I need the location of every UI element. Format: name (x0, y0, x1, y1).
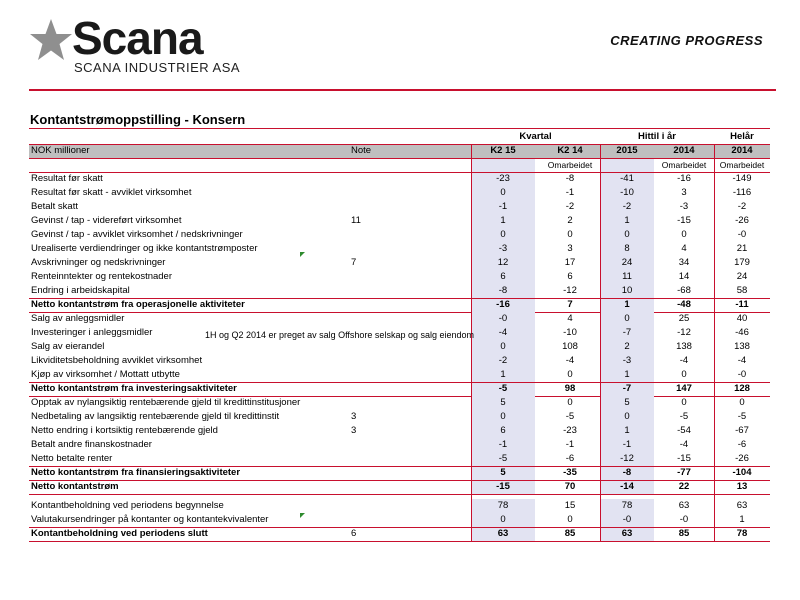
value-cell: 5 (500, 467, 506, 478)
note-header: Note (351, 145, 372, 156)
value-cell: -1 (565, 187, 575, 198)
row-label: Netto kontantstrøm fra investeringsaktiviteter (31, 383, 237, 394)
value-cell: 0 (739, 397, 745, 408)
value-cell: 4 (681, 243, 687, 254)
total-rule (29, 494, 770, 495)
value-cell: 147 (676, 383, 692, 394)
value-cell: 2 (567, 215, 573, 226)
table-row (29, 452, 770, 466)
value-cell: 0 (500, 411, 506, 422)
slogan: CREATING PROGRESS (610, 33, 763, 48)
table-row (29, 368, 770, 382)
value-cell: 11 (622, 271, 632, 282)
value-cell: 98 (564, 383, 576, 394)
row-label: Endring i arbeidskapital (31, 285, 130, 296)
total-row (29, 527, 770, 541)
row-label: Valutakursendringer på kontanter og kontantekvivalenter (31, 514, 269, 525)
value-cell: 0 (500, 229, 506, 240)
value-cell: 1 (500, 215, 506, 226)
total-row (29, 480, 770, 494)
value-cell: 25 (678, 313, 690, 324)
col-k2-15: K2 15 (490, 145, 516, 156)
header-rule (29, 144, 770, 145)
total-rule (29, 466, 770, 467)
value-cell: 10 (621, 285, 633, 296)
value-cell: -15 (496, 481, 510, 492)
value-cell: -46 (735, 327, 749, 338)
star-logo-icon (29, 18, 73, 62)
group-ytd: Hittil i år (637, 131, 676, 142)
value-cell: -14 (620, 481, 634, 492)
value-cell: -0 (622, 514, 632, 525)
value-cell: 85 (678, 528, 690, 539)
column-divider (471, 144, 472, 541)
total-rule (29, 541, 770, 542)
value-cell: -5 (498, 383, 508, 394)
value-cell: -12 (563, 285, 577, 296)
value-cell: -0 (737, 369, 747, 380)
value-cell: 128 (734, 383, 750, 394)
value-cell: 0 (681, 229, 687, 240)
value-cell: -149 (732, 173, 752, 184)
value-cell: 2 (624, 341, 630, 352)
value-cell: -3 (498, 243, 508, 254)
total-rule (29, 527, 770, 528)
value-cell: 179 (734, 257, 750, 268)
value-cell: -26 (735, 453, 749, 464)
row-label: Kontantbeholdning ved periodens slutt (31, 528, 208, 539)
header-rule (29, 158, 770, 159)
value-cell: 0 (624, 229, 630, 240)
value-cell: 14 (678, 271, 690, 282)
value-cell: 0 (567, 397, 573, 408)
table-row (29, 242, 770, 256)
restated-2014-year: Omarbeidet (719, 160, 765, 170)
table-row (29, 186, 770, 200)
table-row (29, 424, 770, 438)
row-note: 6 (351, 528, 357, 539)
value-cell: 58 (736, 285, 748, 296)
value-cell: 17 (564, 257, 576, 268)
value-cell: 5 (624, 397, 630, 408)
value-cell: 22 (678, 481, 690, 492)
value-cell: -2 (498, 355, 508, 366)
row-label: Betalt skatt (31, 201, 78, 212)
value-cell: -10 (620, 187, 634, 198)
value-cell: 108 (562, 341, 578, 352)
shade-c3-head (600, 158, 654, 172)
value-cell: -12 (620, 453, 634, 464)
value-cell: -16 (677, 173, 691, 184)
row-label: Likviditetsbeholdning avviklet virksomhet (31, 355, 203, 366)
value-cell: -0 (679, 514, 689, 525)
table-row (29, 284, 770, 298)
row-label: Netto endring i kortsiktig rentebærende gjeld (31, 425, 218, 436)
value-cell: -6 (737, 439, 747, 450)
row-note: 7 (351, 257, 357, 268)
row-label: Betalt andre finanskostnader (31, 439, 152, 450)
value-cell: -4 (737, 355, 747, 366)
shade-c1-head (471, 158, 535, 172)
value-cell: 7 (567, 299, 573, 310)
col-2015: 2015 (616, 145, 638, 156)
value-cell: 78 (497, 500, 509, 511)
total-rule (29, 382, 770, 383)
row-label: Investeringer i anleggsmidler (31, 327, 153, 338)
value-cell: -54 (677, 425, 691, 436)
value-cell: -4 (679, 439, 689, 450)
comment-marker-icon (300, 513, 305, 518)
value-cell: 6 (500, 271, 506, 282)
value-cell: -0 (498, 313, 508, 324)
row-label: Salg av eierandel (31, 341, 105, 352)
value-cell: -7 (622, 327, 632, 338)
restated-2014-ytd: Omarbeidet (661, 160, 707, 170)
table-row (29, 256, 770, 270)
row-label: Salg av anleggsmidler (31, 313, 125, 324)
value-cell: 138 (676, 341, 692, 352)
col-2014-year: 2014 (731, 145, 753, 156)
value-cell: -8 (622, 467, 632, 478)
table-row (29, 513, 770, 527)
value-cell: 6 (500, 425, 506, 436)
value-cell: 0 (624, 313, 630, 324)
value-cell: 1 (624, 215, 630, 226)
value-cell: -5 (679, 411, 689, 422)
value-cell: 24 (621, 257, 633, 268)
value-cell: -1 (622, 439, 632, 450)
value-cell: -26 (735, 215, 749, 226)
value-cell: 0 (567, 369, 573, 380)
value-cell: -8 (565, 173, 575, 184)
row-note: 11 (351, 215, 361, 226)
row-note: 3 (351, 425, 357, 436)
value-cell: -35 (563, 467, 577, 478)
column-header-row (29, 144, 770, 158)
value-cell: 63 (497, 528, 509, 539)
row-label: Gevinst / tap - videreført virksomhet (31, 215, 182, 226)
row-label: Opptak av nylangsiktig rentebærende gjeld til kredittinstitusjoner (31, 397, 301, 408)
value-cell: -77 (677, 467, 691, 478)
value-cell: 0 (500, 514, 506, 525)
column-divider (714, 144, 715, 541)
value-cell: 63 (736, 500, 748, 511)
value-cell: 70 (564, 481, 576, 492)
value-cell: 0 (681, 397, 687, 408)
value-cell: 8 (624, 243, 630, 254)
row-label: Resultat før skatt - avviklet virksomhet (31, 187, 192, 198)
row-label: Resultat før skatt (31, 173, 103, 184)
value-cell: 138 (734, 341, 750, 352)
value-cell: 5 (500, 397, 506, 408)
comment-marker-icon (300, 252, 305, 257)
row-label: Netto kontantstrøm fra operasjonelle aktiviteter (31, 299, 245, 310)
restated-row (29, 158, 770, 172)
value-cell: -15 (677, 215, 691, 226)
unit-label: NOK millioner (31, 145, 90, 156)
value-cell: -10 (563, 327, 577, 338)
value-cell: -104 (732, 467, 752, 478)
value-cell: 78 (736, 528, 748, 539)
value-cell: -41 (620, 173, 634, 184)
table-row (29, 354, 770, 368)
value-cell: -5 (737, 411, 747, 422)
group-year: Helår (730, 131, 754, 142)
total-row (29, 382, 770, 396)
value-cell: -0 (737, 229, 747, 240)
value-cell: -12 (677, 327, 691, 338)
value-cell: 24 (736, 271, 748, 282)
value-cell: 15 (564, 500, 576, 511)
row-label: Renteinntekter og rentekostnader (31, 271, 173, 282)
value-cell: -4 (498, 327, 508, 338)
restated-k2-14: Omarbeidet (547, 160, 593, 170)
value-cell: 34 (678, 257, 690, 268)
value-cell: 4 (567, 313, 573, 324)
total-row (29, 466, 770, 480)
header-rule (29, 172, 770, 173)
value-cell: -5 (498, 453, 508, 464)
header-divider (29, 89, 776, 91)
table-row (29, 410, 770, 424)
table-row (29, 214, 770, 228)
value-cell: 0 (500, 187, 506, 198)
table-row (29, 340, 770, 354)
row-label: Netto betalte renter (31, 453, 113, 464)
value-cell: -4 (679, 355, 689, 366)
cell-comment: 1H og Q2 2014 er preget av salg Offshore selskap og salg eiendom (205, 330, 474, 340)
value-cell: -8 (498, 285, 508, 296)
value-cell: -1 (498, 201, 508, 212)
value-cell: 85 (564, 528, 576, 539)
value-cell: 78 (621, 500, 633, 511)
value-cell: 1 (624, 299, 630, 310)
value-cell: -2 (622, 201, 632, 212)
column-divider (600, 144, 601, 541)
value-cell: 3 (567, 243, 573, 254)
table-row (29, 396, 770, 410)
value-cell: 0 (567, 229, 573, 240)
value-cell: -68 (677, 285, 691, 296)
value-cell: -23 (563, 425, 577, 436)
value-cell: -4 (565, 355, 575, 366)
table-row (29, 200, 770, 214)
value-cell: 1 (624, 369, 630, 380)
value-cell: -3 (679, 201, 689, 212)
value-cell: -11 (735, 299, 749, 310)
row-label: Avskrivninger og nedskrivninger (31, 257, 166, 268)
value-cell: -16 (496, 299, 510, 310)
value-cell: -15 (677, 453, 691, 464)
value-cell: 40 (736, 313, 748, 324)
value-cell: -5 (565, 411, 575, 422)
total-rule (29, 480, 770, 481)
value-cell: -1 (498, 439, 508, 450)
value-cell: 1 (624, 425, 630, 436)
page-title: Kontantstrømoppstilling - Konsern (30, 112, 246, 127)
company-name: SCANA INDUSTRIER ASA (74, 60, 241, 75)
value-cell: 6 (567, 271, 573, 282)
value-cell: 0 (500, 341, 506, 352)
row-label: Nedbetaling av langsiktig rentebærende gjeld til kredittinstit (31, 411, 280, 422)
value-cell: 3 (681, 187, 687, 198)
value-cell: 0 (624, 411, 630, 422)
value-cell: 13 (736, 481, 748, 492)
table-row (29, 499, 770, 513)
row-label: Gevinst / tap - avviklet virksomhet / nedskrivninger (31, 229, 243, 240)
value-cell: -7 (622, 383, 632, 394)
value-cell: 21 (736, 243, 748, 254)
table-row (29, 270, 770, 284)
col-2014-ytd: 2014 (673, 145, 695, 156)
total-row (29, 298, 770, 312)
value-cell: 12 (497, 257, 509, 268)
table-top-rule (29, 128, 770, 129)
group-header-row (29, 130, 770, 144)
table-row (29, 438, 770, 452)
value-cell: -2 (565, 201, 575, 212)
value-cell: -116 (732, 187, 752, 198)
brand-logo-text: Scana (72, 12, 203, 64)
value-cell: 63 (621, 528, 633, 539)
value-cell: 0 (681, 369, 687, 380)
total-rule (29, 298, 770, 299)
row-label: Kontantbeholdning ved periodens begynnelse (31, 500, 224, 511)
table-row (29, 172, 770, 186)
table-row (29, 228, 770, 242)
row-label: Kjøp av virksomhet / Mottatt utbytte (31, 369, 180, 380)
row-note: 3 (351, 411, 357, 422)
value-cell: -48 (677, 299, 691, 310)
value-cell: -6 (565, 453, 575, 464)
row-label: Netto kontantstrøm (31, 481, 119, 492)
value-cell: -23 (496, 173, 510, 184)
value-cell: -67 (735, 425, 749, 436)
group-quarter: Kvartal (519, 131, 552, 142)
value-cell: 1 (500, 369, 506, 380)
table-row (29, 312, 770, 326)
value-cell: -2 (737, 201, 747, 212)
value-cell: -3 (622, 355, 632, 366)
col-k2-14: K2 14 (557, 145, 583, 156)
row-label: Urealiserte verdiendringer og ikke kontantstrømposter (31, 243, 258, 254)
value-cell: -1 (565, 439, 575, 450)
value-cell: 1 (739, 514, 745, 525)
row-label: Netto kontantstrøm fra finansieringsaktiviteter (31, 467, 241, 478)
value-cell: 63 (678, 500, 690, 511)
value-cell: 0 (567, 514, 573, 525)
